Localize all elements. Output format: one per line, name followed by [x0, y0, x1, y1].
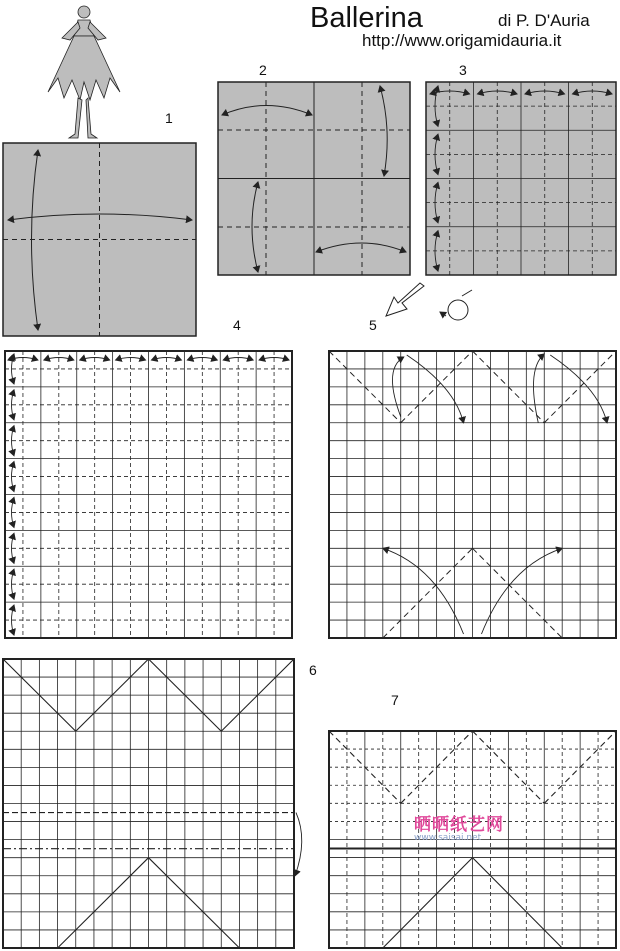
author-credit: di P. D'Auria [498, 11, 590, 30]
step-number-3: 3 [459, 62, 467, 78]
step-number-2: 2 [259, 62, 267, 78]
step-number-5: 5 [369, 317, 377, 333]
arrow-down-left-icon [386, 283, 424, 316]
step-number-1: 1 [165, 110, 173, 126]
watermark [414, 810, 504, 843]
step-number-6: 6 [309, 662, 317, 678]
diagram-title: Ballerina [310, 2, 423, 34]
rotate-icon [440, 290, 472, 320]
fold-arrow [295, 813, 302, 876]
step-3-diagram [426, 82, 616, 275]
website-url: http://www.origamidauria.it [362, 31, 562, 50]
step-number-4: 4 [233, 317, 241, 333]
step-5-diagram [329, 351, 616, 638]
step-1-diagram [3, 143, 196, 336]
watermark-url: www.saisai.net [414, 833, 482, 843]
step-number-7: 7 [391, 692, 399, 708]
watermark-logo-text: 晒晒纸艺网 [414, 815, 504, 835]
step-4-diagram [5, 351, 292, 638]
step-6-diagram [3, 659, 302, 948]
ballerina-figure-icon [48, 6, 120, 138]
step-2-diagram [218, 82, 410, 275]
